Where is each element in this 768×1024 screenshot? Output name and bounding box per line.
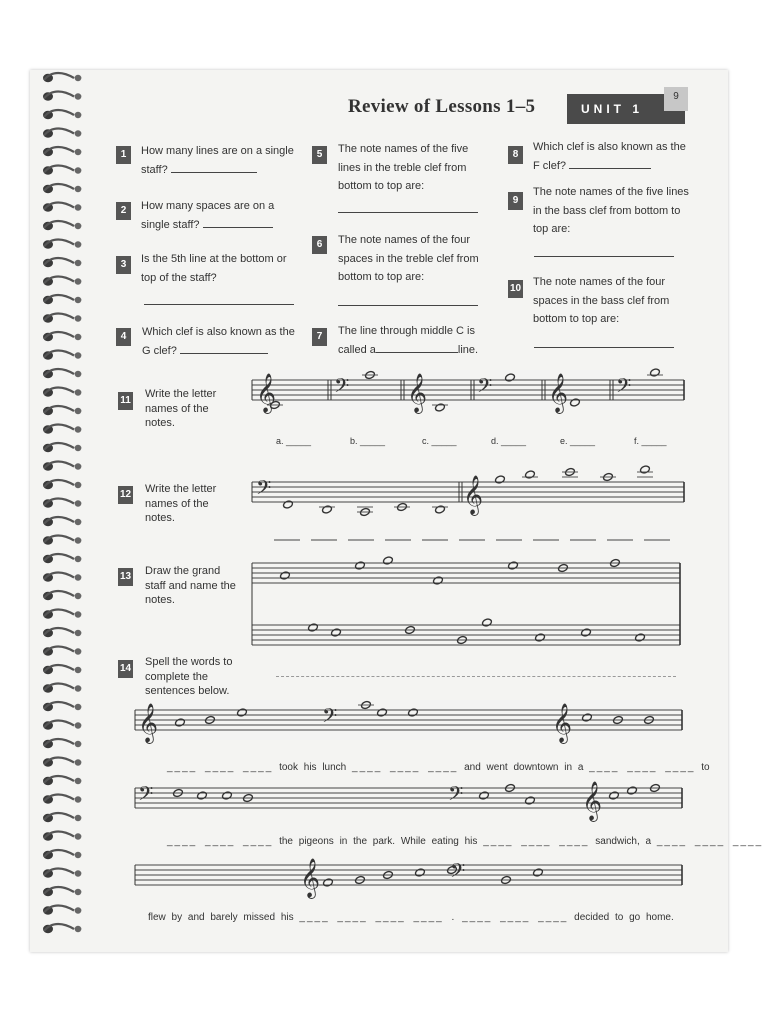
question-11-text: Write the letter names of the notes. (145, 388, 217, 429)
q11-answer-label: a. _____ (276, 436, 312, 446)
page-number: 9 (664, 87, 688, 111)
whole-note (331, 628, 342, 637)
question-9-text: The note names of the five lines in the bass clef from bottom to top are: (533, 186, 689, 235)
treble-clef-icon: 𝄞 (463, 476, 484, 514)
treble-clef-icon: 𝄞 (138, 704, 159, 742)
whole-note (197, 791, 208, 800)
whole-note (508, 561, 519, 570)
question-13-text: Draw the grand staff and name the notes. (145, 565, 236, 606)
whole-note (175, 718, 186, 727)
question-number-4: 4 (116, 328, 131, 346)
whole-note (433, 576, 444, 585)
whole-note (525, 796, 536, 805)
question-10-text: The note names of the four spaces in the bass clef from bottom to top are: (533, 276, 670, 325)
question-1-text: How many lines are on a single staff? (141, 145, 294, 176)
music-notation (30, 70, 728, 952)
bass-clef-icon: 𝄢 (450, 860, 466, 887)
bass-clef-icon: 𝄢 (448, 783, 464, 810)
question-number-1: 1 (116, 146, 131, 164)
treble-clef-icon: 𝄞 (256, 374, 277, 412)
whole-note (482, 618, 493, 627)
sentence-3-part-a: flew by and barely missed his (148, 912, 294, 923)
page-title: Review of Lessons 1–5 (348, 96, 536, 117)
sentence-1-part-c: to (701, 762, 710, 773)
whole-note (377, 708, 388, 717)
whole-note (650, 368, 661, 377)
bass-clef-icon: 𝄢 (477, 375, 493, 402)
whole-note (533, 868, 544, 877)
workbook-page (30, 70, 764, 952)
whole-note (525, 470, 536, 479)
whole-note (308, 623, 319, 632)
whole-note (237, 708, 248, 717)
question-8-text: Which clef is also known as the F clef? (533, 141, 686, 172)
whole-note (627, 786, 638, 795)
question-number-5: 5 (312, 146, 327, 164)
whole-note (383, 556, 394, 565)
treble-clef-icon: 𝄞 (407, 374, 428, 412)
sentence-2-part-a: the pigeons in the park. While eating his (279, 836, 478, 847)
whole-note (635, 633, 646, 642)
question-number-8: 8 (508, 146, 523, 164)
sentence-1-part-a: took his lunch (279, 762, 347, 773)
unit-label: UNIT 1 (581, 102, 644, 116)
whole-note (222, 791, 233, 800)
whole-note (495, 475, 506, 484)
question-number-6: 6 (312, 236, 327, 254)
sentence-line-3: flew by and barely missed his ____ ____ ____ ____ . ____ ____ ____ decided to go home. (148, 912, 674, 923)
question-number-3: 3 (116, 256, 131, 274)
question-4-text: Which clef is also known as the G clef? (142, 326, 295, 357)
whole-note (479, 791, 490, 800)
whole-note (435, 505, 446, 514)
q11-answer-label: c. _____ (422, 436, 457, 446)
treble-clef-icon: 𝄞 (300, 859, 321, 897)
question-3-text: Is the 5th line at the bottom or top of the staff? (141, 253, 287, 284)
treble-clef-icon: 𝄞 (552, 704, 573, 742)
whole-note (415, 868, 426, 877)
whole-note (505, 373, 516, 382)
question-6-text: The note names of the four spaces in the treble clef from bottom to top are: (338, 234, 479, 283)
question-number-12: 12 (118, 486, 133, 504)
q11-answer-label: d. _____ (491, 436, 527, 446)
whole-note (323, 878, 334, 887)
whole-note (570, 398, 581, 407)
whole-note (355, 561, 366, 570)
whole-note (609, 791, 620, 800)
question-7-suffix: line. (457, 343, 479, 356)
whole-note (408, 708, 419, 717)
whole-note (280, 571, 291, 580)
whole-note (640, 465, 651, 474)
question-number-10: 10 (508, 280, 523, 298)
bass-clef-icon: 𝄢 (334, 375, 350, 402)
question-number-7: 7 (312, 328, 327, 346)
sentence-1-part-b: and went downtown in a (464, 762, 584, 773)
whole-note (535, 633, 546, 642)
bass-clef-icon: 𝄢 (138, 783, 154, 810)
question-5-text: The note names of the five lines in the treble clef from bottom to top are: (338, 143, 469, 192)
question-number-2: 2 (116, 202, 131, 220)
question-12-text: Write the letter names of the notes. (145, 483, 217, 524)
whole-note (582, 713, 593, 722)
whole-note (283, 500, 294, 509)
bass-clef-icon: 𝄢 (616, 375, 632, 402)
q11-answer-label: b. _____ (350, 436, 386, 446)
q11-answer-label: e. _____ (560, 436, 596, 446)
question-2-text: How many spaces are on a single staff? (141, 200, 275, 231)
bass-clef-icon: 𝄢 (256, 477, 272, 504)
question-7-text: The line through middle C is called a (338, 325, 475, 356)
sentence-line-2: ____ ____ ____ the pigeons in the park. While eating his ____ ____ ____ sandwich, a ____ ____ ____ (167, 836, 764, 847)
bass-clef-icon: 𝄢 (322, 705, 338, 732)
treble-clef-icon: 𝄞 (582, 782, 603, 820)
question-number-14: 14 (118, 660, 133, 678)
question-14-text: Spell the words to complete the sentences below. (145, 656, 233, 697)
question-number-9: 9 (508, 192, 523, 210)
q11-answer-label: f. _____ (634, 436, 667, 446)
sentence-3-part-b: decided to go home. (574, 912, 674, 923)
treble-clef-icon: 𝄞 (548, 374, 569, 412)
sentence-line-1: ____ ____ ____ took his lunch ____ ____ ____ and went downtown in a ____ ____ ____ to (167, 762, 710, 773)
whole-note (435, 403, 446, 412)
whole-note (581, 628, 592, 637)
question-number-13: 13 (118, 568, 133, 586)
whole-note (322, 505, 333, 514)
question-number-11: 11 (118, 392, 133, 410)
sentence-2-part-b: sandwich, a (595, 836, 652, 847)
